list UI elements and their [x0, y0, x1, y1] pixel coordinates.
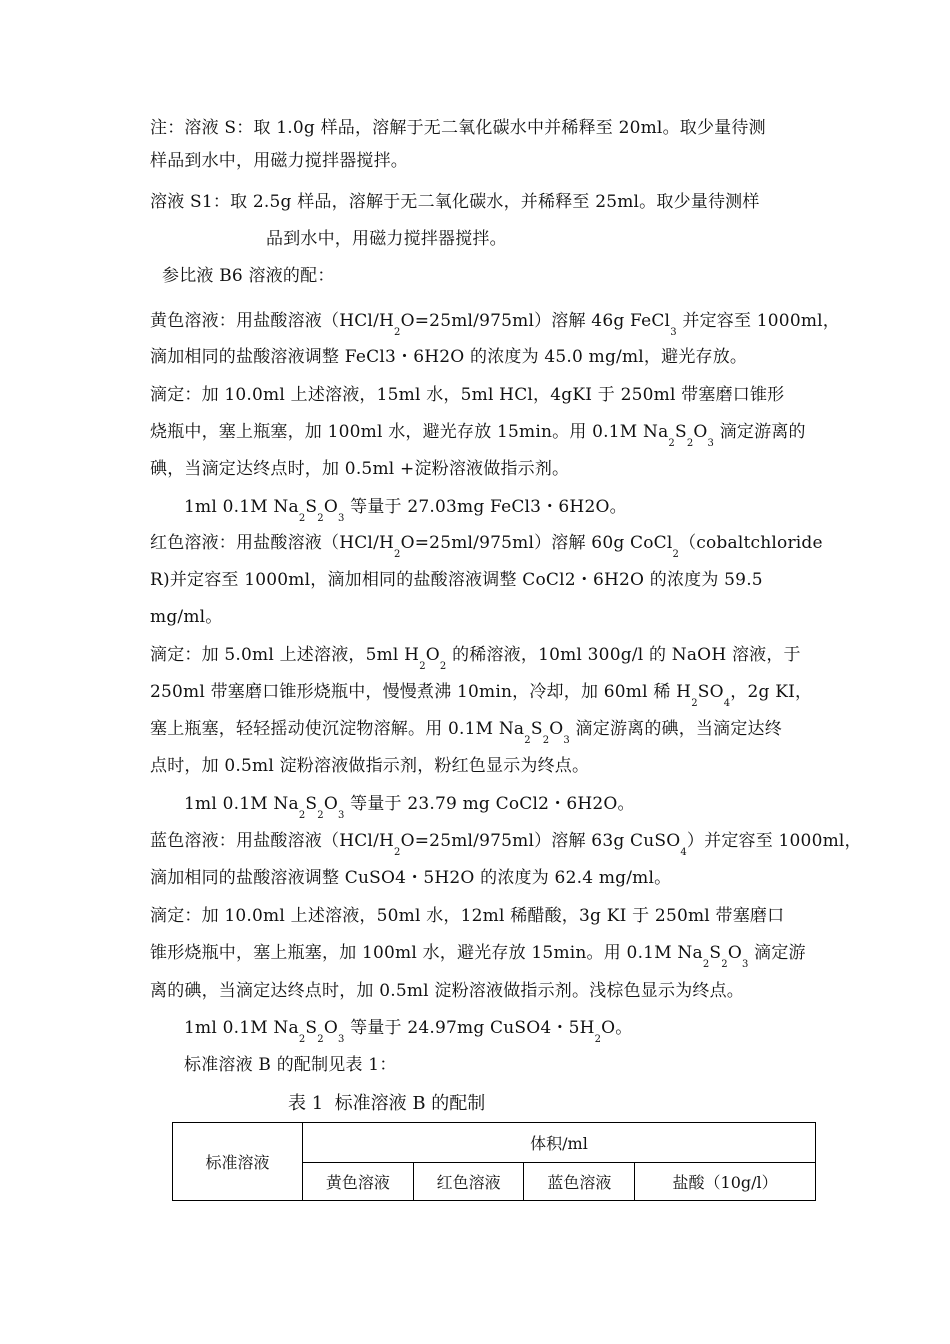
blue-equivalence: 1ml 0.1M $Na_2S_2O_3$ 等量于 24.97mg CuSO4・$5H_2O$。 [184, 1018, 633, 1045]
red-solution-line3: mg/ml。 [150, 607, 223, 627]
yellow-titration-line3: 碘，当滴定达终点时，加 0.5ml +淀粉溶液做指示剂。 [150, 459, 570, 479]
blue-titration-line2: 锥形烧瓶中，塞上瓶塞，加 100ml 水，避光存放 15min。用 0.1M $Na_2S_2O_3$ 滴定游 [150, 943, 806, 970]
standard-solution-table [172, 1122, 816, 1201]
red-titration-line1: 滴定：加 5.0ml 上述溶液，5ml $H_2O_2$ 的稀溶液，10ml 300g/l 的 NaOH 溶液，于 [150, 645, 801, 672]
blue-solution-line2: 滴加相同的盐酸溶液调整 CuSO4・5H2O 的浓度为 62.4 mg/ml。 [150, 868, 672, 888]
row-header-cell: 标准溶液 [173, 1123, 303, 1201]
column-blue-solution: 蓝色溶液 [524, 1163, 635, 1201]
yellow-solution-line2: 滴加相同的盐酸溶液调整 FeCl3・6H2O 的浓度为 45.0 mg/ml，避光存放。 [150, 347, 748, 367]
red-solution-line2: R)并定容至 1000ml，滴加相同的盐酸溶液调整 CoCl2・6H2O 的浓度为 59.5 [150, 570, 763, 590]
column-hydrochloric-acid: 盐酸（10g/l） [635, 1163, 816, 1201]
table-caption: 表 1 标准溶液 B 的配制 [288, 1093, 486, 1114]
reference-b6-heading: 参比液 B6 溶液的配： [162, 266, 335, 286]
red-solution-line1: 红色溶液：用盐酸溶液$(HCl/H_2O=25ml/975ml)$溶解 60g CoCl$_2$（cobaltchloride [150, 533, 823, 560]
blue-solution-line1: 蓝色溶液：用盐酸溶液$(HCl/H_2O=25ml/975ml)$溶解 63g CuSO$_4$）并定容至 1000ml， [150, 831, 862, 858]
yellow-titration-line2: 烧瓶中，塞上瓶塞，加 100ml 水，避光存放 15min。用 0.1M $Na_2S_2O_3$ 滴定游离的 [150, 422, 806, 449]
table-header-row [173, 1123, 816, 1163]
red-titration-line3: 塞上瓶塞，轻轻摇动使沉淀物溶解。用 0.1M $Na_2S_2O_3$ 滴定游离的碘，当滴定达终 [150, 719, 782, 746]
volume-group-header: 体积/ml [303, 1123, 816, 1163]
blue-titration-line1: 滴定：加 10.0ml 上述溶液，50ml 水，12ml 稀醋酸，3g KI 于 250ml 带塞磨口 [150, 906, 785, 926]
solution-s1-line2: 品到水中，用磁力搅拌器搅拌。 [266, 229, 507, 249]
solution-s1-line1: 溶液 S1：取 2.5g 样品，溶解于无二氧化碳水，并稀释至 25ml。取少量待测样 [150, 192, 760, 212]
red-titration-line4: 点时，加 0.5ml 淀粉溶液做指示剂，粉红色显示为终点。 [150, 756, 590, 776]
yellow-equivalence: 1ml 0.1M $Na_2S_2O_3$ 等量于 27.03mg FeCl3・6H2O。 [184, 497, 627, 524]
yellow-solution-line1: 黄色溶液：用盐酸溶液$(HCl/H_2O=25ml/975ml)$溶解 46g FeCl$_3$ 并定容至 1000ml， [150, 311, 840, 338]
standard-solution-intro: 标准溶液 B 的配制见表 1： [184, 1055, 397, 1075]
red-titration-line2: 250ml 带塞磨口锥形烧瓶中，慢慢煮沸 10min，冷却，加 60ml 稀 $H_2SO_4$，2g KI， [150, 682, 813, 709]
red-equivalence: 1ml 0.1M $Na_2S_2O_3$ 等量于 23.79 mg CoCl2・6H2O。 [184, 794, 635, 821]
yellow-titration-line1: 滴定：加 10.0ml 上述溶液，15ml 水，5ml HCl，4gKI 于 250ml 带塞磨口锥形 [150, 385, 785, 405]
column-yellow-solution: 黄色溶液 [303, 1163, 414, 1201]
blue-titration-line3: 离的碘，当滴定达终点时，加 0.5ml 淀粉溶液做指示剂。浅棕色显示为终点。 [150, 981, 744, 1001]
note-solution-s-line2: 样品到水中，用磁力搅拌器搅拌。 [150, 151, 408, 171]
note-solution-s-line1: 注：溶液 S：取 1.0g 样品，溶解于无二氧化碳水中并稀释至 20ml。取少量待测 [150, 118, 766, 138]
column-red-solution: 红色溶液 [413, 1163, 524, 1201]
